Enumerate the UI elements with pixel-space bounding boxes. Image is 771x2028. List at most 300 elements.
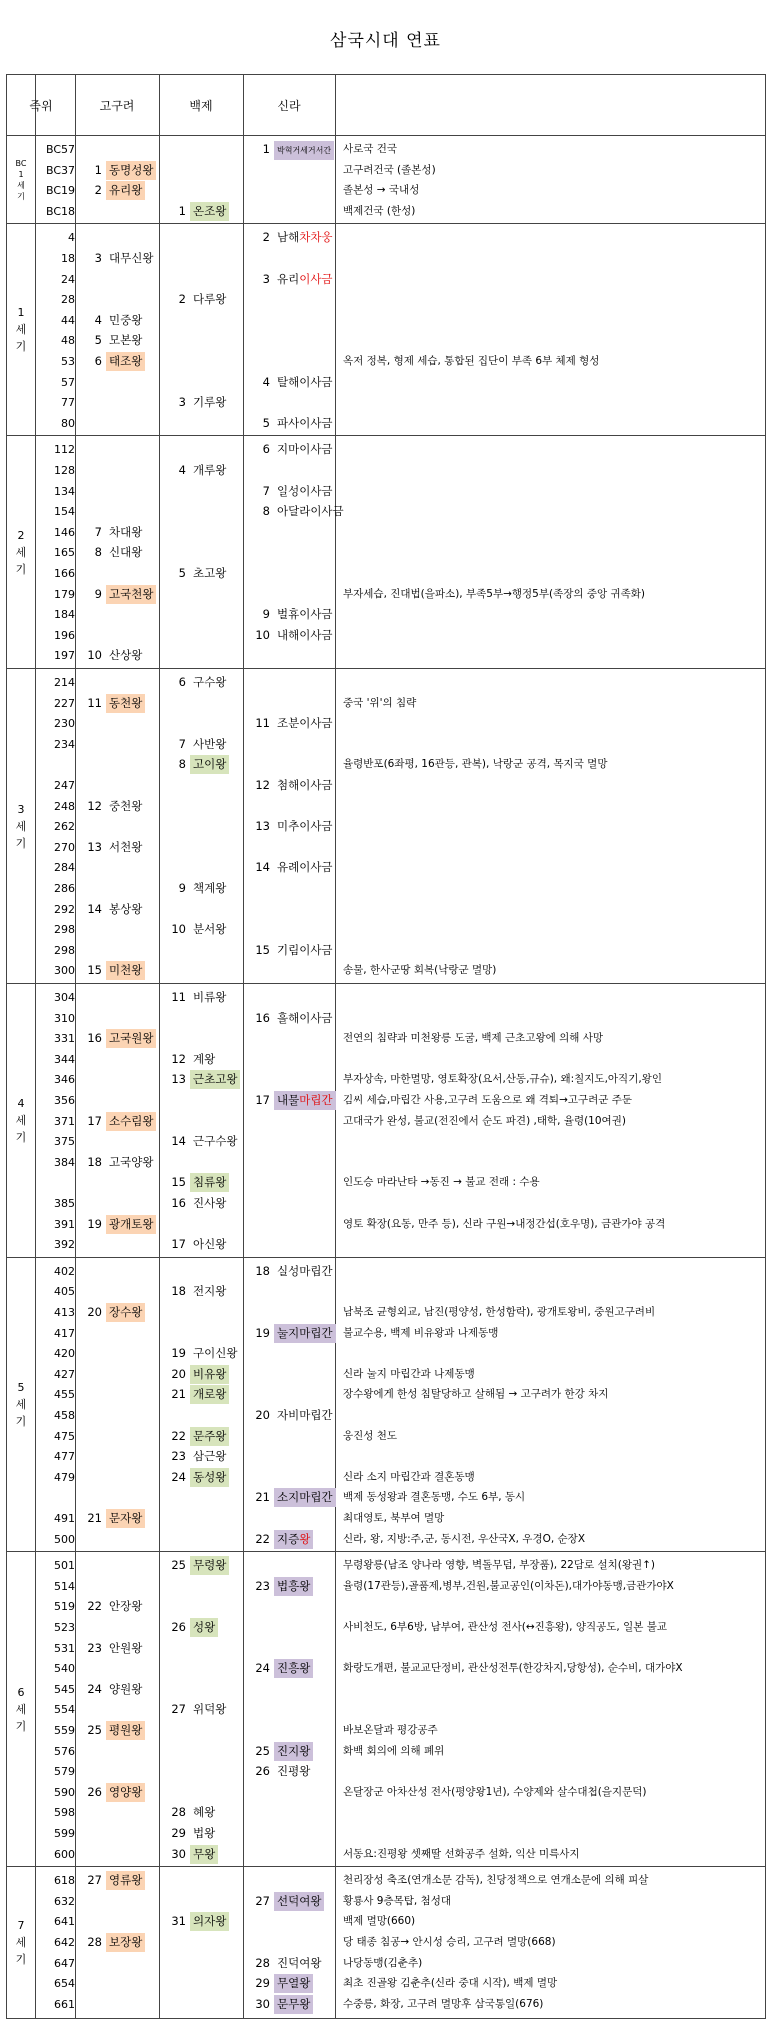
year-cell: 420 xyxy=(54,1347,75,1361)
silla-king-number: 18 xyxy=(255,1263,270,1278)
table-row xyxy=(7,1844,765,1865)
goguryeo-king-name xyxy=(106,1215,156,1234)
baekje-king-name xyxy=(190,1700,229,1719)
goguryeo-king-name xyxy=(106,1597,145,1616)
year-cell: 519 xyxy=(54,1600,75,1614)
baekje-king-number: 26 xyxy=(171,1619,186,1634)
baekje-king-number: 12 xyxy=(171,1051,186,1066)
table-row xyxy=(7,1049,765,1070)
goguryeo-king-name-text: 평원왕 xyxy=(109,1722,143,1737)
baekje-king-name xyxy=(190,1050,218,1069)
baekje-king-name xyxy=(190,1344,240,1363)
silla-king-number: 22 xyxy=(255,1531,270,1546)
goguryeo-king-cell xyxy=(83,542,145,563)
goguryeo-king-cell xyxy=(83,1596,145,1617)
baekje-king-cell xyxy=(167,754,229,775)
silla-king-name-text: 첨해이사금 xyxy=(277,778,333,792)
silla-king-number: 13 xyxy=(255,819,270,834)
goguryeo-king-name-text: 안원왕 xyxy=(109,1640,143,1655)
century-section xyxy=(7,984,765,1258)
baekje-king-name-text: 비류왕 xyxy=(193,990,227,1004)
event-cell: 당 태종 침공→ 안시성 승리, 고구려 멸망(668) xyxy=(343,1935,556,1948)
baekje-king-name-text: 위덕왕 xyxy=(193,1702,227,1717)
century-section xyxy=(7,1258,765,1552)
silla-king-title-suffix: 마립간 xyxy=(299,1093,333,1107)
table-row xyxy=(7,919,765,940)
silla-king-cell xyxy=(251,1261,336,1282)
table-row xyxy=(7,139,765,160)
silla-king-name-text: 문무왕 xyxy=(277,1996,311,2011)
silla-king-name-text: 법흥왕 xyxy=(277,1578,311,1593)
silla-king-cell xyxy=(251,604,336,625)
table-row xyxy=(7,1426,765,1447)
table-row xyxy=(7,1658,765,1679)
event-cell: 고대국가 완성, 불교(전진에서 순도 파견) ,태학, 율령(10여권) xyxy=(343,1114,626,1127)
silla-king-name xyxy=(274,1892,324,1911)
silla-king-number: 17 xyxy=(255,1093,270,1107)
silla-king-name-text: 벌휴이사금 xyxy=(277,607,333,622)
year-cell: 371 xyxy=(54,1114,75,1128)
baekje-king-cell xyxy=(167,1911,229,1932)
table-row xyxy=(7,584,765,605)
baekje-king-name xyxy=(190,755,229,774)
silla-king-name xyxy=(274,1995,313,2014)
baekje-king-name xyxy=(190,1824,218,1843)
goguryeo-king-number: 27 xyxy=(87,1873,102,1888)
event-cell: 장수왕에게 한성 침탈당하고 살해됨 → 고구려가 한강 차지 xyxy=(343,1388,609,1401)
event-cell: 인도승 마라난타 →동진 → 불교 전래 : 수용 xyxy=(343,1176,540,1189)
table-row xyxy=(7,1487,765,1508)
baekje-king-cell xyxy=(167,1699,229,1720)
event-cell: 중국 '위'의 침략 xyxy=(343,696,417,709)
baekje-king-name xyxy=(190,1912,229,1931)
baekje-king-cell xyxy=(167,1802,218,1823)
goguryeo-king-number: 28 xyxy=(87,1934,102,1949)
goguryeo-king-name-text: 동명성왕 xyxy=(109,162,154,177)
goguryeo-king-number: 11 xyxy=(87,695,102,710)
header-silla: 신라 xyxy=(277,99,301,113)
baekje-king-cell xyxy=(167,289,229,310)
baekje-king-name-text: 문주왕 xyxy=(193,1428,227,1443)
table-row xyxy=(7,1467,765,1488)
goguryeo-king-name-text: 보장왕 xyxy=(109,1934,143,1949)
silla-king-number: 10 xyxy=(255,627,270,642)
table-row xyxy=(7,1576,765,1597)
goguryeo-king-cell xyxy=(83,1870,145,1891)
silla-king-name-text: 소지마립간 xyxy=(277,1490,333,1505)
goguryeo-king-number: 26 xyxy=(87,1784,102,1799)
silla-king-name xyxy=(274,714,336,733)
goguryeo-king-cell xyxy=(83,330,145,351)
year-cell: 292 xyxy=(54,902,75,916)
table-row xyxy=(7,248,765,269)
event-cell: 율령반포(6좌평, 16관등, 관복), 낙랑군 공격, 목지국 멸망 xyxy=(343,758,608,771)
silla-king-number: 8 xyxy=(262,504,270,519)
silla-king-number: 19 xyxy=(255,1325,270,1340)
silla-king-title-suffix: 차차웅 xyxy=(299,230,333,245)
baekje-king-cell xyxy=(167,1823,218,1844)
baekje-king-name xyxy=(190,1132,240,1151)
year-cell: 579 xyxy=(54,1765,75,1779)
silla-king-name xyxy=(274,817,336,836)
silla-king-title-suffix: 왕 xyxy=(299,1531,311,1546)
table-row xyxy=(7,857,765,878)
goguryeo-king-cell xyxy=(83,1679,145,1700)
baekje-king-cell xyxy=(167,1384,229,1405)
table-row xyxy=(7,1405,765,1426)
silla-king-name xyxy=(274,1262,336,1281)
baekje-king-name xyxy=(190,673,229,692)
silla-king-cell xyxy=(251,857,336,878)
baekje-king-number: 8 xyxy=(178,757,186,772)
silla-king-name xyxy=(274,1762,313,1781)
silla-king-name xyxy=(274,270,336,289)
table-row xyxy=(7,734,765,755)
table-row xyxy=(7,310,765,331)
silla-king-cell xyxy=(251,1741,313,1762)
baekje-king-cell xyxy=(167,672,229,693)
table-row xyxy=(7,987,765,1008)
baekje-king-cell xyxy=(167,1364,229,1385)
year-cell: 284 xyxy=(54,861,75,875)
baekje-king-name xyxy=(190,461,229,480)
baekje-king-name xyxy=(190,393,229,412)
silla-king-name-text: 진평왕 xyxy=(277,1764,311,1779)
table-row xyxy=(7,1638,765,1659)
baekje-king-name xyxy=(190,1070,240,1089)
century-label-text: 5세기 xyxy=(15,1380,27,1428)
baekje-king-cell xyxy=(167,734,229,755)
baekje-king-cell xyxy=(167,1343,240,1364)
event-cell: 김씨 세습,마립간 사용,고구려 도움으로 왜 격퇴→고구려군 주둔 xyxy=(343,1094,633,1106)
goguryeo-king-name-text: 영류왕 xyxy=(109,1873,143,1888)
year-cell: 344 xyxy=(54,1052,75,1066)
baekje-king-number: 3 xyxy=(178,395,186,410)
goguryeo-king-number: 17 xyxy=(87,1113,102,1128)
baekje-king-number: 25 xyxy=(171,1558,186,1573)
table-header xyxy=(7,75,765,136)
year-cell: 18 xyxy=(61,251,75,265)
baekje-king-name xyxy=(190,564,229,583)
goguryeo-king-name-text: 안장왕 xyxy=(109,1599,143,1614)
table-row xyxy=(7,604,765,625)
silla-king-name-text: 파사이사금 xyxy=(277,415,333,430)
silla-king-name-text: 선덕여왕 xyxy=(277,1893,322,1908)
baekje-king-number: 5 xyxy=(178,565,186,580)
goguryeo-king-name xyxy=(106,181,145,200)
baekje-king-number: 11 xyxy=(171,990,186,1004)
year-cell: 531 xyxy=(54,1641,75,1655)
table-row xyxy=(7,1323,765,1344)
year-cell: BC37 xyxy=(45,163,75,177)
table-row xyxy=(7,1617,765,1638)
event-cell: 남북조 균형외교, 남진(평양성, 한성함락), 광개토왕비, 중원고구려비 xyxy=(343,1305,656,1318)
silla-king-name-text: 무열왕 xyxy=(277,1976,311,1991)
event-cell: 사비천도, 6부6방, 남부여, 관산성 전사(↔진흥왕), 양직공도, 일본 불교 xyxy=(343,1620,667,1633)
goguryeo-king-name-text: 민중왕 xyxy=(109,312,143,327)
goguryeo-king-number: 23 xyxy=(87,1640,102,1655)
baekje-king-number: 30 xyxy=(171,1846,186,1861)
table-row xyxy=(7,413,765,434)
year-cell: BC57 xyxy=(45,143,75,156)
silla-king-number: 1 xyxy=(262,142,270,156)
baekje-king-name xyxy=(190,1468,229,1487)
silla-king-name-text: 박혁거세거서간 xyxy=(277,146,332,155)
baekje-king-cell xyxy=(167,392,229,413)
table-row xyxy=(7,1720,765,1741)
year-cell: 384 xyxy=(54,1155,75,1169)
table-row xyxy=(7,1281,765,1302)
header-goguryeo: 고구려 xyxy=(99,99,135,113)
baekje-king-name xyxy=(190,1618,218,1637)
year-cell: 247 xyxy=(54,779,75,792)
baekje-king-cell xyxy=(167,1131,240,1152)
table-row xyxy=(7,693,765,714)
silla-king-name xyxy=(274,1488,336,1507)
goguryeo-king-name xyxy=(106,1933,145,1952)
table-row xyxy=(7,372,765,393)
century-label-text: BC 1세기 xyxy=(15,158,27,201)
silla-king-name-text: 진덕여왕 xyxy=(277,1955,322,1970)
goguryeo-king-name-text: 유리왕 xyxy=(109,183,143,198)
table-row xyxy=(7,1343,765,1364)
year-cell: 375 xyxy=(54,1135,75,1149)
baekje-king-number: 9 xyxy=(178,881,186,895)
silla-king-name xyxy=(274,626,336,645)
goguryeo-king-cell xyxy=(83,693,145,714)
year-cell: 44 xyxy=(61,313,75,327)
baekje-king-cell xyxy=(167,563,229,584)
event-cell: 신라 눌지 마립간과 나제동맹 xyxy=(343,1367,475,1380)
silla-king-title-suffix: 이사금 xyxy=(299,271,333,286)
baekje-king-name xyxy=(190,1427,229,1446)
goguryeo-king-cell xyxy=(83,960,145,981)
goguryeo-king-number: 8 xyxy=(94,545,102,560)
silla-king-number: 20 xyxy=(255,1407,270,1422)
baekje-king-number: 6 xyxy=(178,675,186,689)
silla-king-number: 3 xyxy=(262,271,270,286)
event-cell: 서동요:진평왕 셋째딸 선화공주 설화, 익산 미륵사지 xyxy=(343,1847,580,1860)
baekje-king-cell xyxy=(167,460,229,481)
century-section xyxy=(7,136,765,224)
baekje-king-name-text: 근구수왕 xyxy=(193,1134,238,1149)
silla-king-name xyxy=(274,1009,336,1028)
baekje-king-name-text: 근초고왕 xyxy=(193,1072,238,1087)
silla-king-name-text: 기림이사금 xyxy=(277,942,333,957)
silla-king-cell xyxy=(251,1405,336,1426)
goguryeo-king-cell xyxy=(83,1028,156,1049)
baekje-king-name xyxy=(190,1556,229,1575)
goguryeo-king-name xyxy=(106,249,156,268)
silla-king-number: 11 xyxy=(255,716,270,731)
baekje-king-cell xyxy=(167,987,229,1008)
year-cell: 599 xyxy=(54,1826,75,1840)
baekje-king-name-text: 동성왕 xyxy=(193,1469,227,1484)
silla-king-name xyxy=(274,1954,324,1973)
table-row xyxy=(7,201,765,222)
baekje-king-cell xyxy=(167,919,229,940)
year-cell: 300 xyxy=(54,964,75,978)
year-cell: 24 xyxy=(61,272,75,286)
goguryeo-king-cell xyxy=(83,180,145,201)
year-cell: 458 xyxy=(54,1408,75,1422)
year-cell: 230 xyxy=(54,717,75,731)
goguryeo-king-name xyxy=(106,646,145,665)
silla-king-cell xyxy=(251,481,336,502)
silla-king-name-text: 유리 xyxy=(277,271,300,286)
baekje-king-name xyxy=(190,1282,229,1301)
century-section xyxy=(7,1552,765,1867)
table-row xyxy=(7,625,765,646)
baekje-king-name-text: 구수왕 xyxy=(193,675,227,689)
silla-king-cell xyxy=(251,940,336,961)
table-row xyxy=(7,1529,765,1550)
event-cell: 부자세습, 진대법(을파소), 부족5부→행정5부(족장의 중앙 귀족화) xyxy=(343,587,646,600)
silla-king-cell xyxy=(251,269,336,290)
silla-king-name-text: 지증 xyxy=(277,1531,300,1546)
baekje-king-name-text: 책계왕 xyxy=(193,881,227,895)
event-cell: 송물, 한사군땅 회복(낙랑군 멸망) xyxy=(343,964,497,977)
goguryeo-king-name-text: 고국양왕 xyxy=(109,1154,154,1169)
year-cell: 298 xyxy=(54,923,75,937)
baekje-king-number: 1 xyxy=(178,203,186,218)
silla-king-name-text: 자비마립간 xyxy=(277,1407,333,1422)
goguryeo-king-cell xyxy=(83,1638,145,1659)
event-cell: 천리장성 축조(연개소문 감독), 친당정책으로 연개소문에 의해 피살 xyxy=(343,1874,649,1887)
silla-king-name-text: 내물 xyxy=(277,1093,300,1107)
event-cell: 무령왕릉(남조 양나라 영향, 벽돌무덤, 부장품), 22담로 설치(왕권↑) xyxy=(343,1559,656,1572)
year-cell: 356 xyxy=(54,1094,75,1107)
goguryeo-king-cell xyxy=(83,837,145,858)
year-cell: 402 xyxy=(54,1264,75,1278)
table-row xyxy=(7,1111,765,1132)
baekje-king-number: 17 xyxy=(171,1237,186,1252)
baekje-king-number: 22 xyxy=(171,1428,186,1443)
baekje-king-cell xyxy=(167,1069,240,1090)
goguryeo-king-name-text: 서천왕 xyxy=(109,839,143,854)
event-cell: 황룡사 9층목탑, 첨성대 xyxy=(343,1894,451,1907)
table-row xyxy=(7,899,765,920)
silla-king-name xyxy=(274,1324,336,1343)
year-cell: 28 xyxy=(61,293,75,307)
baekje-king-cell xyxy=(167,878,229,899)
goguryeo-king-name-text: 중천왕 xyxy=(109,798,143,813)
silla-king-name xyxy=(274,228,336,247)
silla-king-cell xyxy=(251,1953,324,1974)
event-cell: 졸본성 → 국내성 xyxy=(343,184,420,197)
year-cell: 391 xyxy=(54,1217,75,1231)
baekje-king-number: 28 xyxy=(171,1805,186,1820)
table-row xyxy=(7,1699,765,1720)
goguryeo-king-number: 13 xyxy=(87,839,102,854)
silla-king-name-text: 내해이사금 xyxy=(277,627,333,642)
table-row xyxy=(7,542,765,563)
silla-king-cell xyxy=(251,1576,313,1597)
silla-king-name xyxy=(274,440,336,459)
goguryeo-king-name xyxy=(106,1680,145,1699)
silla-king-number: 6 xyxy=(262,442,270,457)
table-row xyxy=(7,1008,765,1029)
year-cell: BC19 xyxy=(45,184,75,198)
year-cell: 262 xyxy=(54,820,75,834)
year-cell: BC18 xyxy=(45,204,75,218)
baekje-king-number: 24 xyxy=(171,1469,186,1484)
goguryeo-king-name-text: 동천왕 xyxy=(109,695,143,710)
silla-king-cell xyxy=(251,439,336,460)
year-cell: 641 xyxy=(54,1915,75,1929)
silla-king-name xyxy=(274,1974,313,1993)
table-row xyxy=(7,1508,765,1529)
century-section xyxy=(7,669,765,984)
year-cell: 286 xyxy=(54,882,75,895)
year-cell: 128 xyxy=(54,463,75,477)
baekje-king-cell xyxy=(167,1617,218,1638)
table-row xyxy=(7,1555,765,1576)
silla-king-name-text: 지마이사금 xyxy=(277,442,333,457)
year-cell: 427 xyxy=(54,1367,75,1381)
year-cell: 385 xyxy=(54,1197,75,1210)
table-row xyxy=(7,1596,765,1617)
goguryeo-king-number: 16 xyxy=(87,1031,102,1046)
baekje-king-name xyxy=(190,1235,229,1254)
goguryeo-king-name xyxy=(106,838,145,857)
baekje-king-name xyxy=(190,290,229,309)
year-cell: 48 xyxy=(61,334,75,348)
baekje-king-name-text: 기루왕 xyxy=(193,395,227,410)
table-row xyxy=(7,940,765,961)
goguryeo-king-name xyxy=(106,961,145,980)
goguryeo-king-cell xyxy=(83,248,156,269)
goguryeo-king-cell xyxy=(83,1111,156,1132)
table-row xyxy=(7,439,765,460)
baekje-king-name-text: 사반왕 xyxy=(193,736,227,751)
silla-king-cell xyxy=(251,139,334,160)
silla-king-number: 15 xyxy=(255,942,270,957)
baekje-king-name-text: 무령왕 xyxy=(193,1558,227,1573)
year-cell: 477 xyxy=(54,1450,75,1464)
silla-king-name xyxy=(274,1577,313,1596)
goguryeo-king-name xyxy=(106,1303,145,1322)
table-row xyxy=(7,501,765,522)
silla-king-name-text: 실성마립간 xyxy=(277,1263,333,1278)
table-row xyxy=(7,1446,765,1467)
year-cell: 500 xyxy=(54,1532,75,1546)
goguryeo-king-name-text: 봉상왕 xyxy=(109,901,143,916)
table-row xyxy=(7,1028,765,1049)
baekje-king-cell xyxy=(167,1193,229,1214)
event-cell: 온달장군 아차산성 전사(평양왕1년), 수양제와 살수대첩(을지문덕) xyxy=(343,1785,647,1798)
goguryeo-king-number: 20 xyxy=(87,1304,102,1319)
goguryeo-king-name xyxy=(106,1029,156,1048)
year-cell: 166 xyxy=(54,566,75,580)
goguryeo-king-cell xyxy=(83,1508,145,1529)
goguryeo-king-name xyxy=(106,543,145,562)
table-row xyxy=(7,816,765,837)
event-cell: 최대영토, 북부여 멸망 xyxy=(343,1511,445,1524)
table-row xyxy=(7,1131,765,1152)
goguryeo-king-name-text: 모본왕 xyxy=(109,333,143,348)
silla-king-number: 9 xyxy=(262,607,270,622)
silla-king-cell xyxy=(251,1487,336,1508)
goguryeo-king-name-text: 광개토왕 xyxy=(109,1216,154,1231)
goguryeo-king-name-text: 장수왕 xyxy=(109,1304,143,1319)
silla-king-name-text: 흘해이사금 xyxy=(277,1010,333,1025)
baekje-king-name xyxy=(190,920,229,939)
table-row xyxy=(7,330,765,351)
baekje-king-cell xyxy=(167,1234,229,1255)
table-row xyxy=(7,1823,765,1844)
table-row xyxy=(7,269,765,290)
